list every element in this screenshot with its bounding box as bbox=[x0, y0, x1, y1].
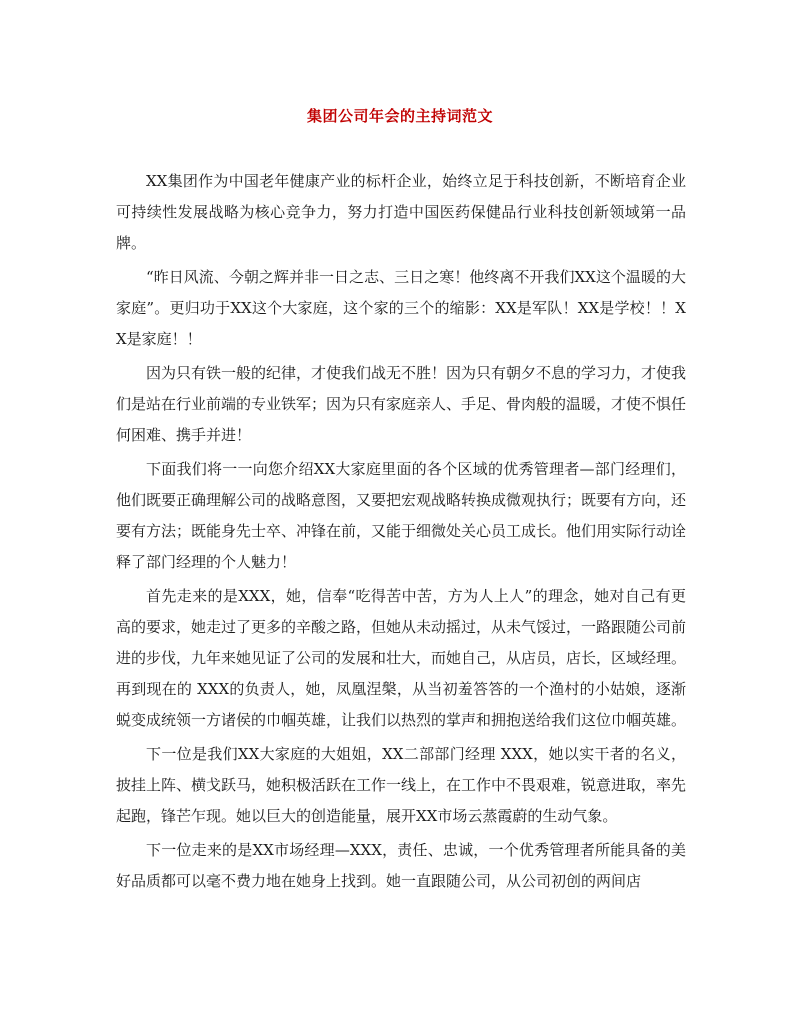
paragraph-second-manager: 下一位是我们XX大家庭的大姐姐，XX二部部门经理 XXX，她以实干者的名义，披挂上阵、横戈跃马，她积极活跃在工作一线上，在工作中不畏艰难，锐意进取，率先起跑，锋芒乍现。她以巨大的创造能量，展开XX市场云蒸霞蔚的生动气象。 bbox=[116, 745, 687, 825]
paragraph-managers-intro: 下面我们将一一向您介绍XX大家庭里面的各个区域的优秀管理者—部门经理们，他们既要正确理解公司的战略意图，又要把宏观战略转换成微观执行；既要有方向，还要有方法；既能身先士卒、冲锋在前，又能于细微处关心员工成长。他们用实际行动诠释了部门经理的个人魅力！ bbox=[116, 460, 687, 571]
paragraph-intro: XX集团作为中国老年健康产业的标杆企业，始终立足于科技创新，不断培育企业可持续性发展战略为核心竞争力，努力打造中国医药保健品行业科技创新领域第一品牌。 bbox=[116, 172, 686, 252]
document-title: 集团公司年会的主持词范文 bbox=[306, 107, 493, 125]
paragraph-third-manager: 下一位走来的是XX市场经理—XXX，责任、忠诚，一个优秀管理者所能具备的美好品质都可以毫不费力地在她身上找到。她一直跟随公司，从公司初创的两间店 bbox=[116, 841, 686, 890]
paragraph-first-manager: 首先走来的是XXX，她，信奉“吃得苦中苦，方为人上人”的理念，她对自己有更高的要求，她走过了更多的辛酸之路，但她从未动摇过，从未气馁过，一路跟随公司前进的步伐，九年来她见证了公司的发展和壮大，而她自己，从店员，店长，区域经理。再到现在的 XXX的负责人，她，凤凰涅槃，从当初羞答答的一个渔村的小姑娘，逐渐蜕变成统领一方诸侯的巾帼英雄，让我们以热烈的掌声和拥抱送给我们这位巾帼英雄。 bbox=[116, 587, 687, 729]
document-body bbox=[116, 166, 686, 900]
paragraph-quote: “昨日风流、今朝之辉并非一日之志、三日之寒！他终离不开我们XX这个温暖的大家庭”。更归功于XX这个大家庭，这个家的三个的缩影：XX是军队！XX是学校！！XX是家庭！！ bbox=[116, 268, 686, 348]
paragraph-discipline: 因为只有铁一般的纪律，才使我们战无不胜！因为只有朝夕不息的学习力，才使我们是站在行业前端的专业铁军；因为只有家庭亲人、手足、骨肉般的温暖，才使不惧任何困难、携手并进！ bbox=[116, 364, 687, 444]
